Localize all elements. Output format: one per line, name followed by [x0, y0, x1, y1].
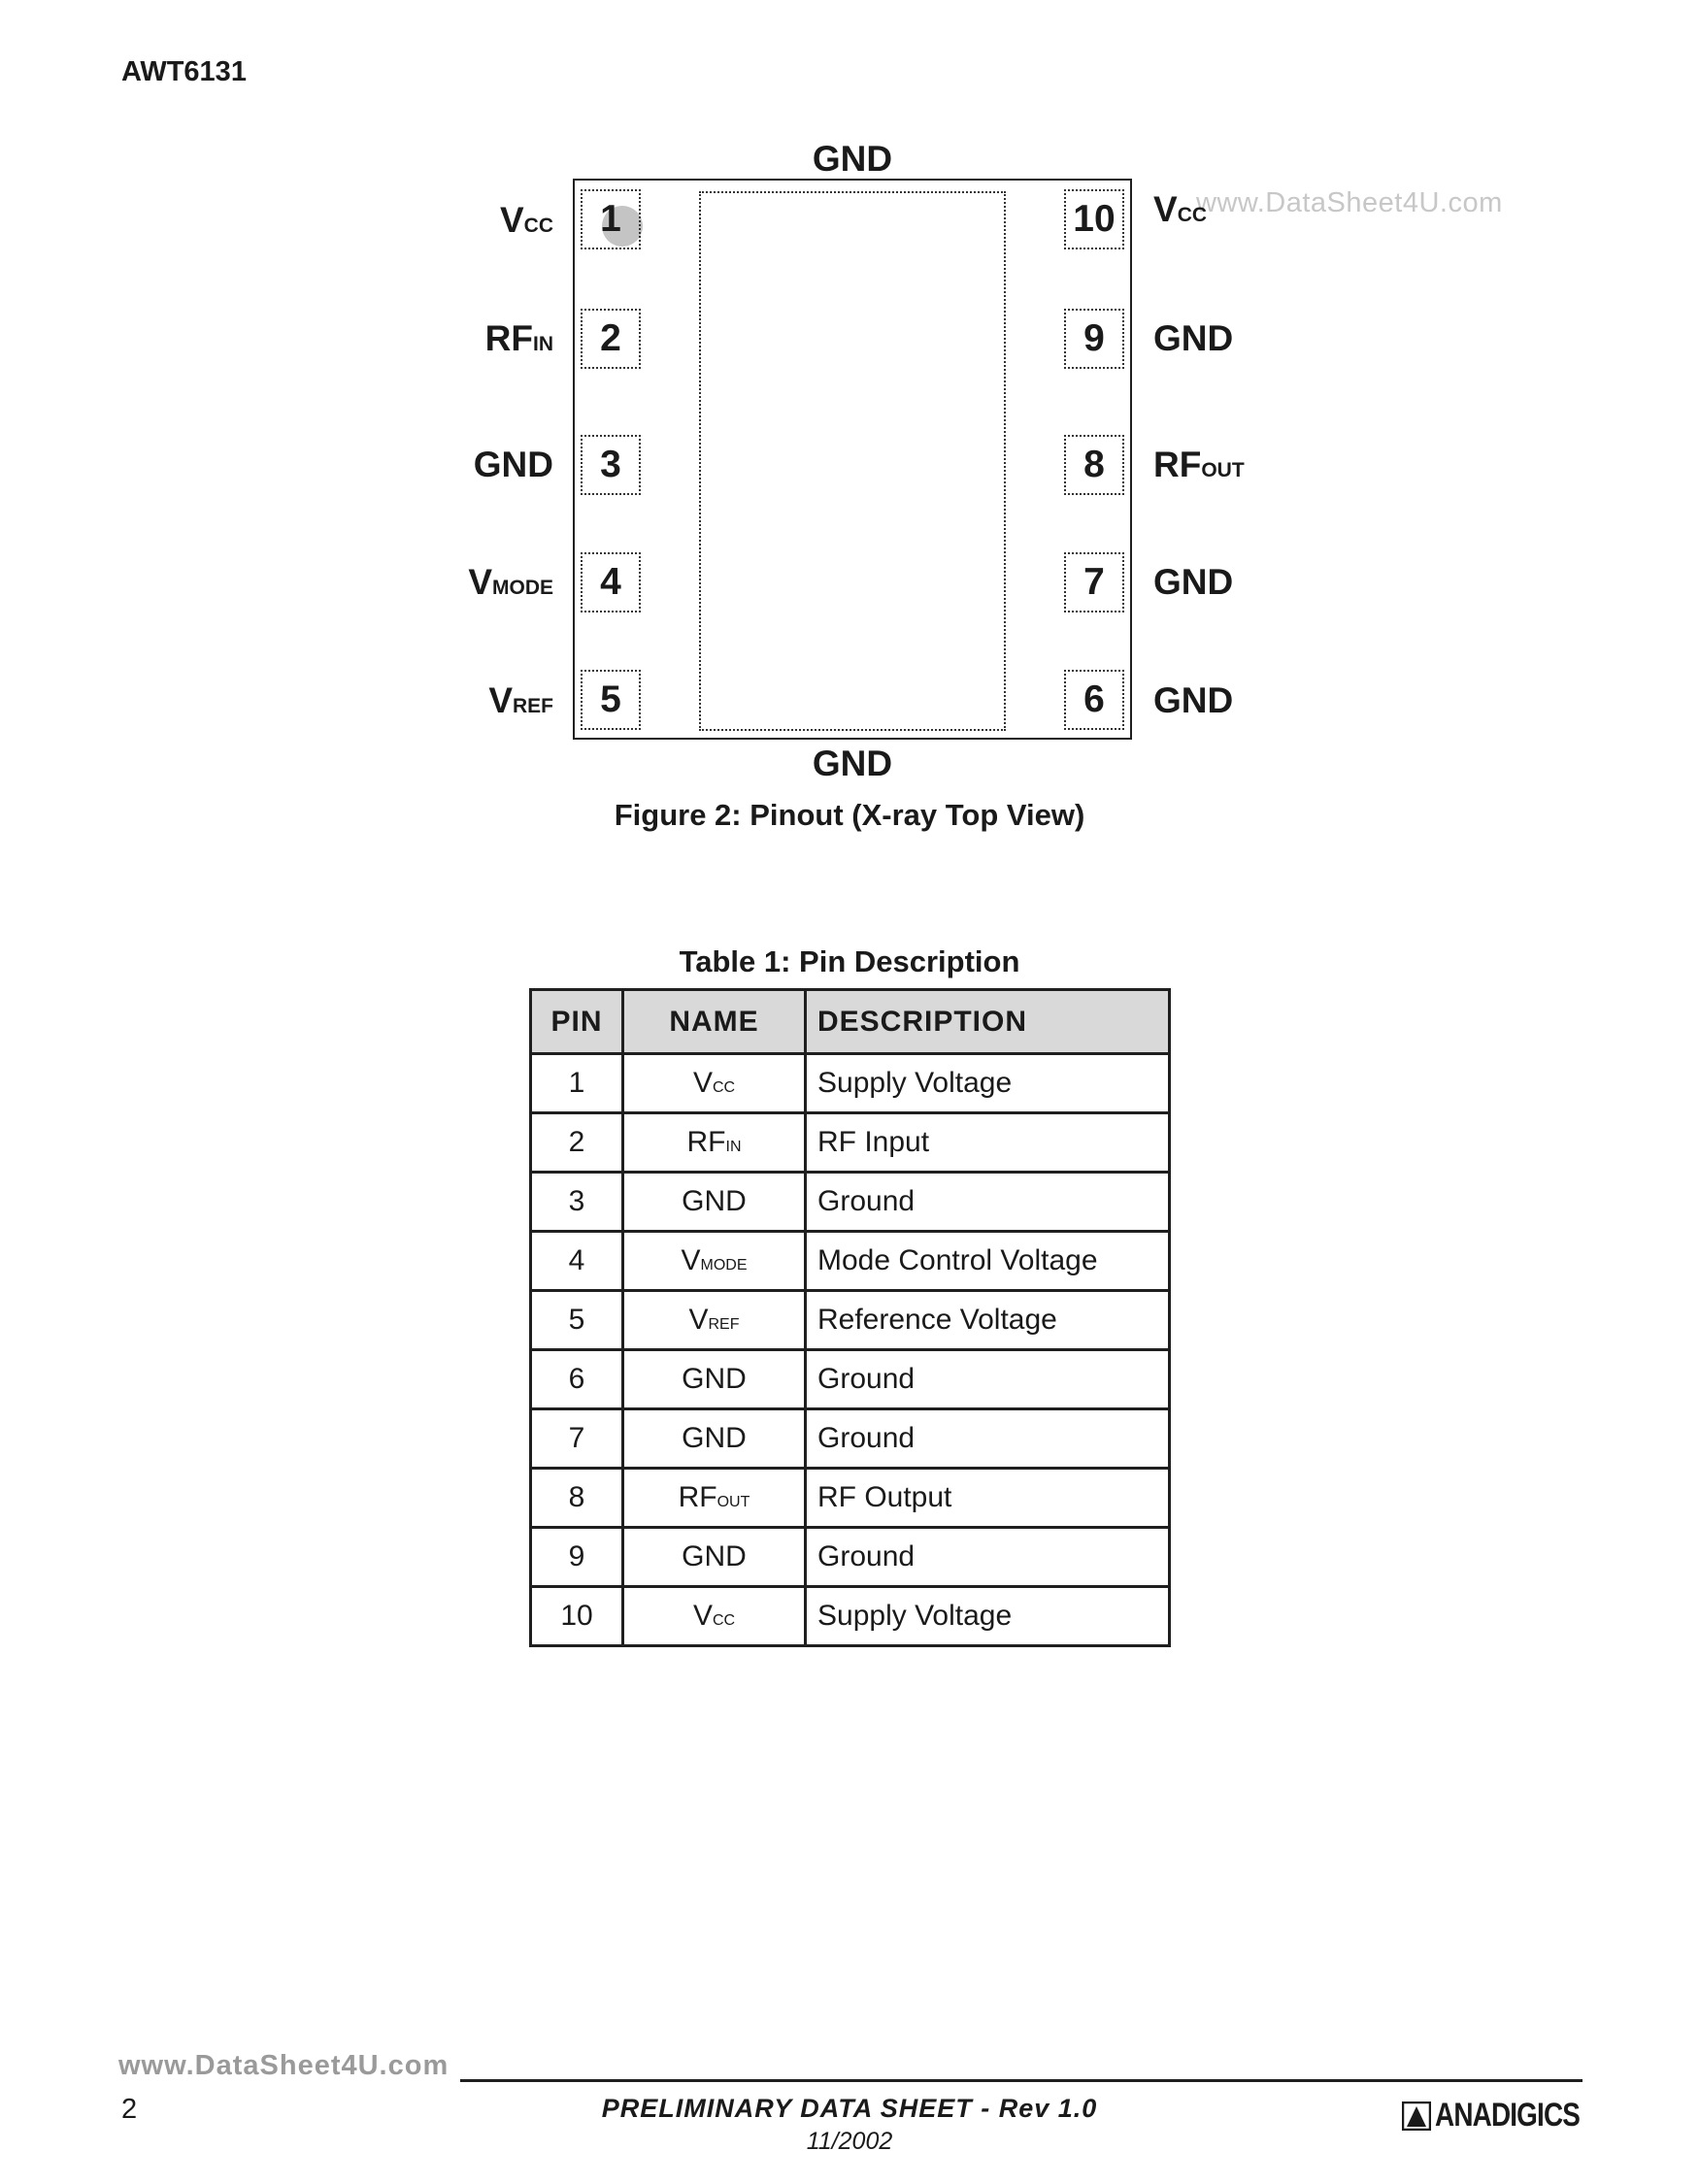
table-row [531, 1587, 1170, 1646]
cell-description: Reference Voltage [806, 1291, 1170, 1350]
cell-name: GND [623, 1409, 806, 1469]
cell-description: Ground [806, 1350, 1170, 1409]
pad-3: 3 [581, 435, 641, 495]
cell-description: Supply Voltage [806, 1587, 1170, 1646]
pad-5: 5 [581, 670, 641, 730]
pin-label-gnd-7: GND [1153, 562, 1234, 602]
cell-pin: 4 [531, 1232, 623, 1291]
cell-description: RF Output [806, 1469, 1170, 1528]
table-row [531, 1409, 1170, 1469]
gnd-top-label: GND [812, 139, 893, 179]
cell-pin: 1 [531, 1054, 623, 1113]
cell-name: RFOUT [623, 1469, 806, 1528]
pin-label-rfout: RFOUT [1153, 445, 1245, 484]
watermark-top: www.DataSheet4U.com [1196, 187, 1503, 218]
header-name: NAME [623, 990, 806, 1054]
pad-6: 6 [1064, 670, 1124, 730]
table-row [531, 1350, 1170, 1409]
table-row [531, 1469, 1170, 1528]
cell-description: Ground [806, 1409, 1170, 1469]
pad-10: 10 [1064, 189, 1124, 249]
footer-rule [460, 2079, 1582, 2082]
table-row [531, 1113, 1170, 1173]
pin-label-vcc-right: VCC [1153, 189, 1208, 229]
table-caption: Table 1: Pin Description [679, 944, 1020, 978]
header-description: DESCRIPTION [806, 990, 1170, 1054]
pin-label-gnd-6: GND [1153, 680, 1234, 720]
pad-7: 7 [1064, 552, 1124, 612]
cell-description: Supply Voltage [806, 1054, 1170, 1113]
table-row [531, 1291, 1170, 1350]
cell-description: Mode Control Voltage [806, 1232, 1170, 1291]
document-id: AWT6131 [121, 56, 247, 87]
figure-caption: Figure 2: Pinout (X-ray Top View) [614, 798, 1085, 832]
cell-name: GND [623, 1173, 806, 1232]
cell-name: RFIN [623, 1113, 806, 1173]
cell-name: VCC [623, 1587, 806, 1646]
cell-pin: 9 [531, 1528, 623, 1587]
pad-4: 4 [581, 552, 641, 612]
pad-8: 8 [1064, 435, 1124, 495]
cell-description: Ground [806, 1173, 1170, 1232]
pin-label-rfin: RFIN [484, 318, 553, 358]
page-number: 2 [121, 2094, 138, 2125]
company-logo [1402, 2097, 1612, 2134]
cell-name: VCC [623, 1054, 806, 1113]
cell-name: VMODE [623, 1232, 806, 1291]
cell-pin: 6 [531, 1350, 623, 1409]
gnd-bottom-label: GND [812, 744, 893, 783]
pin-label-vmode: VMODE [468, 562, 553, 602]
cell-description: Ground [806, 1528, 1170, 1587]
logo-mark-icon [1402, 2101, 1431, 2131]
pin-label-gnd-3: GND [473, 445, 553, 484]
table-header-row [531, 990, 1170, 1054]
cell-description: RF Input [806, 1113, 1170, 1173]
footer-title: PRELIMINARY DATA SHEET - Rev 1.0 [601, 2094, 1098, 2123]
pin-label-vref: VREF [488, 680, 553, 720]
table-row [531, 1054, 1170, 1113]
cell-pin: 2 [531, 1113, 623, 1173]
cell-pin: 3 [531, 1173, 623, 1232]
pad-9: 9 [1064, 309, 1124, 369]
cell-name: GND [623, 1350, 806, 1409]
pin-label-gnd-9: GND [1153, 318, 1234, 358]
header-pin: PIN [531, 990, 623, 1054]
ground-paddle [699, 191, 1006, 731]
footer-date: 11/2002 [806, 2128, 893, 2155]
cell-pin: 7 [531, 1409, 623, 1469]
pin-description-table [529, 988, 1171, 1647]
table-row [531, 1173, 1170, 1232]
cell-pin: 10 [531, 1587, 623, 1646]
cell-name: GND [623, 1528, 806, 1587]
pin-label-vcc-left: VCC [499, 200, 553, 240]
cell-pin: 8 [531, 1469, 623, 1528]
table-row [531, 1528, 1170, 1587]
table-row [531, 1232, 1170, 1291]
watermark-bottom: www.DataSheet4U.com [118, 2050, 450, 2081]
pad-1: 1 [581, 189, 641, 249]
cell-pin: 5 [531, 1291, 623, 1350]
pad-2: 2 [581, 309, 641, 369]
logo-text: ANADIGICS [1435, 2097, 1581, 2134]
cell-name: VREF [623, 1291, 806, 1350]
